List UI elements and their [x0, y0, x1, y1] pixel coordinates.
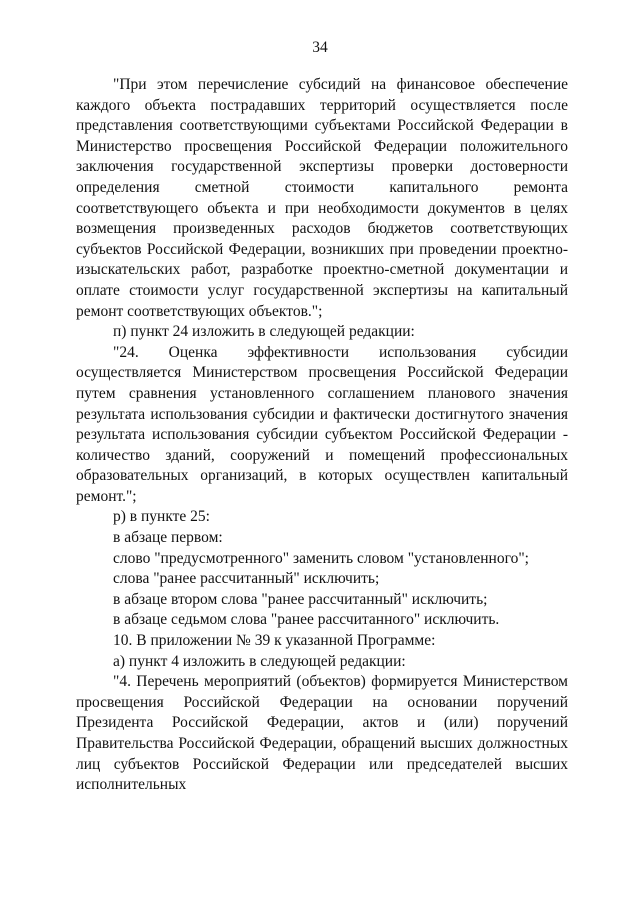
- document-body: [76, 75, 568, 796]
- paragraph-appendix-39: 10. В приложении № 39 к указанной Программе:: [113, 632, 436, 650]
- paragraph-first-clause: в абзаце первом:: [113, 529, 223, 547]
- paragraph-word-replacement: слово "предусмотренного" заменить словом "установленного";: [113, 549, 529, 567]
- paragraph-efficiency-assessment: "24. Оценка эффективности использования субсидии осуществляется Министерством просвещения Российской Федерации путем сравнения установленного соглашением планового значения результата использования субсидии и фактически достигнутого значения результата использования субсидии субъектом Российской Федерации - количество зданий, сооружений и помещений профессиональных образовательных организаций, в которых осуществлен капитальный ремонт.";: [76, 343, 568, 505]
- page-number: 34: [312, 39, 328, 56]
- paragraph-second-clause: в абзаце втором слова "ранее рассчитанный" исключить;: [113, 590, 488, 608]
- paragraph-item-r: р) в пункте 25:: [113, 508, 210, 526]
- paragraph-subsidy-transfer: "При этом перечисление субсидий на финансовое обеспечение каждого объекта пострадавших территорий осуществляется после представления соответствующими субъектами Российской Федерации в Министерство просвещения Российской Федерации положительного заключения государственной экспертизы проверки достоверности определения сметной стоимости капитального ремонта соответствующего объекта и при необходимости документов в целях возмещения произведенных расходов бюджетов соответствующих субъектов Российской Федерации, возникших при проведении проектно-изыскательских работ, разработке проектно-сметной документации и оплате стоимости услуг государственной экспертизы на капитальный ремонт соответствующих объектов.";: [76, 76, 568, 320]
- paragraph-item-a: а) пункт 4 изложить в следующей редакции:: [113, 652, 406, 670]
- paragraph-seventh-clause: в абзаце седьмом слова "ранее рассчитанного" исключить.: [113, 611, 500, 629]
- paragraph-item-p: п) пункт 24 изложить в следующей редакции:: [113, 323, 415, 341]
- paragraph-events-list: "4. Перечень мероприятий (объектов) формируется Министерством просвещения Российской Федерации на основании поручений Президента Российской Федерации, актов и (или) поручений Правительства Российской Федерации, обращений высших должностных лиц субъектов Российской Федерации или председателей высших исполнительных: [76, 673, 568, 794]
- paragraph-words-exclusion: слова "ранее рассчитанный" исключить;: [113, 570, 380, 588]
